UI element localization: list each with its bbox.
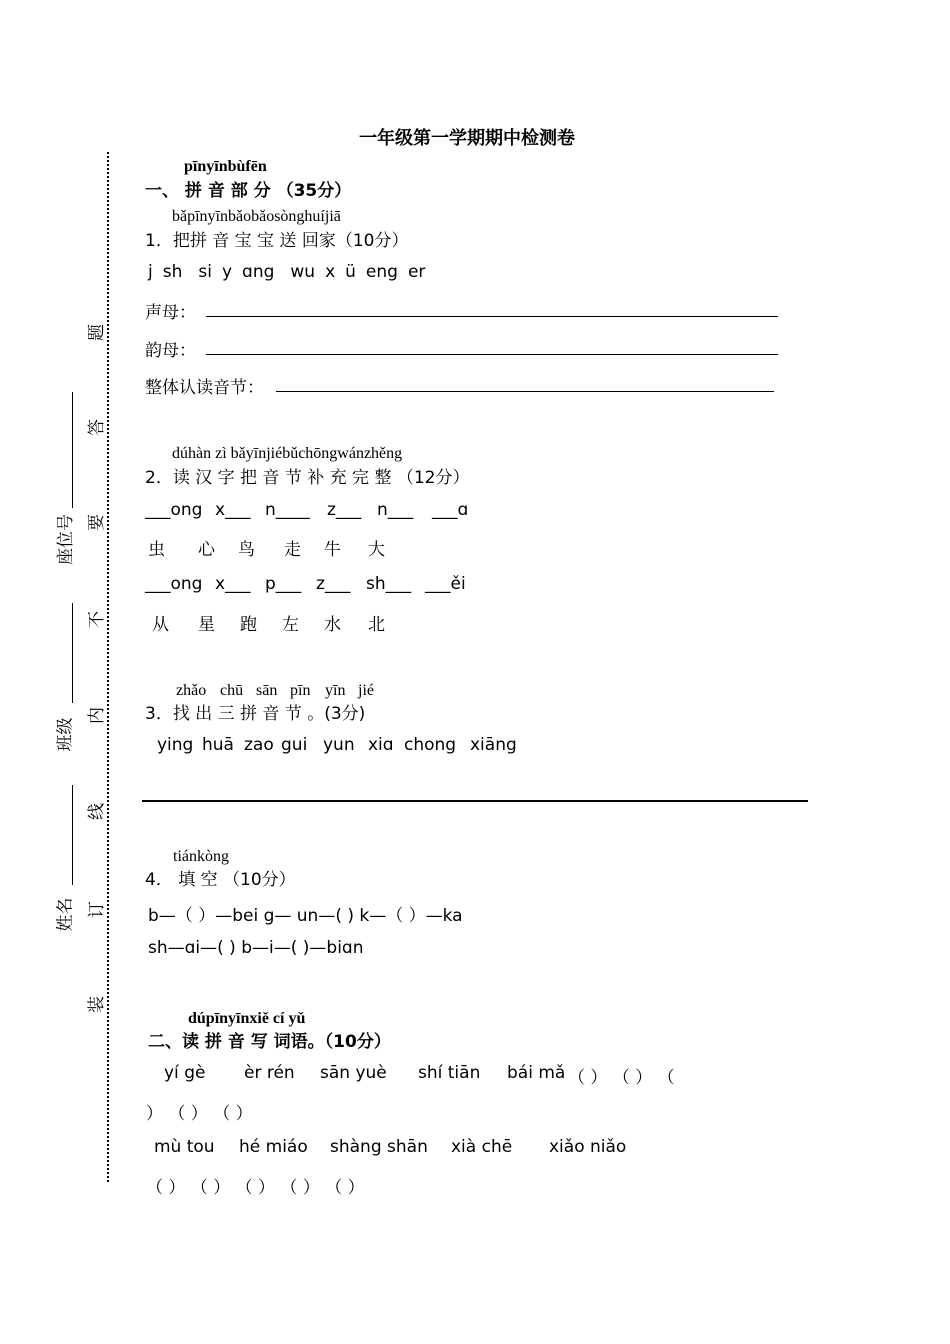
q1-pinyin: bǎpīnyīnbǎobǎosònghuíjiā: [172, 208, 341, 225]
zhengti-answer-line[interactable]: [276, 391, 774, 392]
seat-number-label: 座位号: [56, 514, 76, 565]
pinyin-syllable: zhǎo: [176, 682, 207, 699]
blank-item[interactable]: x___: [215, 574, 251, 594]
pinyin-syllable: sān: [256, 682, 278, 699]
q2-row2-blanks: [145, 574, 466, 594]
page-title: 一年级第一学期期中检测卷: [359, 128, 575, 149]
pinyin-item: huā: [202, 735, 234, 755]
pinyin-item: gui: [281, 735, 308, 755]
q3-label: 3．找 出 三 拼 音 节 。(3分): [145, 704, 366, 724]
pinyin-syllable: chū: [220, 682, 244, 699]
binding-dotted-line: [107, 152, 109, 1182]
pinyin-syllable: yīn: [325, 682, 346, 699]
seat-number-line[interactable]: [72, 392, 73, 508]
binding-char: 订: [87, 901, 107, 918]
q2-row1-chars: [148, 535, 385, 560]
shengmu-label: 声母：: [145, 303, 196, 323]
binding-char: 不: [87, 611, 107, 628]
pinyin-item: ying: [157, 735, 194, 755]
pinyin-word: èr rén: [244, 1063, 295, 1083]
binding-char: 要: [87, 514, 107, 531]
yunmu-answer-line[interactable]: [206, 354, 778, 355]
name-label: 姓名: [55, 897, 76, 932]
pinyin-item: x: [325, 262, 336, 282]
pinyin-syllable: jié: [358, 682, 374, 699]
q4-label: 4． 填 空 （10分）: [145, 870, 296, 890]
pinyin-item: j: [148, 262, 153, 282]
hanzi-item: 水: [324, 615, 341, 635]
section2-heading: 二、读 拼 音 写 词语。（10分）: [148, 1032, 391, 1052]
pinyin-word: xiǎo niǎo: [549, 1137, 627, 1157]
q3-pinyin: [176, 682, 374, 700]
hanzi-item: 大: [368, 540, 385, 560]
q4-line1[interactable]: b—（ ）—bei g— un—( ) k—（ ）—ka: [148, 906, 463, 926]
pinyin-syllable: pīn: [290, 682, 311, 699]
q3-items: [157, 735, 517, 755]
q1-items: [148, 262, 425, 282]
pinyin-item: y: [221, 262, 233, 282]
pinyin-word: mù tou: [154, 1137, 215, 1157]
pinyin-item: ɑng: [242, 262, 275, 282]
section2-row1-parens[interactable]: （ ） （ ） （: [568, 1068, 675, 1088]
blank-item[interactable]: x___: [215, 500, 251, 520]
hanzi-item: 鸟: [238, 540, 255, 560]
hanzi-item: 心: [198, 540, 215, 560]
pinyin-item: wu: [290, 262, 316, 282]
q1-label: 1．把拼 音 宝 宝 送 回家（10分）: [145, 231, 409, 251]
pinyin-word: hé miáo: [239, 1137, 308, 1157]
q2-pinyin: dúhàn zì bǎyīnjiébǔchōngwánzhěng: [172, 445, 403, 462]
section2-row1-words: [164, 1063, 565, 1083]
blank-item[interactable]: ___ong: [145, 574, 203, 594]
binding-char: 题: [87, 324, 107, 341]
hanzi-item: 左: [282, 615, 299, 635]
pinyin-word: shàng shān: [330, 1137, 428, 1157]
pinyin-item: si: [198, 262, 212, 282]
pinyin-word: bái mǎ: [507, 1063, 566, 1083]
blank-item[interactable]: n___: [377, 500, 414, 520]
blank-item[interactable]: p___: [265, 574, 302, 594]
pinyin-item: eng: [365, 262, 398, 282]
pinyin-item: sh: [162, 262, 183, 282]
pinyin-item: chong: [404, 735, 457, 755]
hanzi-item: 星: [198, 615, 215, 635]
section1-heading: 一、 拼 音 部 分 （35分）: [145, 181, 352, 201]
yunmu-label: 韵母：: [145, 341, 196, 361]
binding-char: 内: [87, 707, 107, 724]
section2-row2-parens[interactable]: （ ） （ ） （ ） （ ） （ ）: [146, 1178, 365, 1198]
pinyin-item: ü: [345, 262, 356, 282]
blank-item[interactable]: ___ɑ: [432, 500, 469, 520]
blank-item[interactable]: sh___: [366, 574, 412, 594]
pinyin-item: yun: [323, 735, 355, 755]
blank-item[interactable]: ___ong: [145, 500, 203, 520]
binding-char: 线: [87, 803, 107, 820]
hanzi-item: 虫: [148, 540, 165, 560]
q2-row2-chars: [152, 610, 385, 635]
blank-item[interactable]: ___ěi: [425, 574, 466, 594]
section2-row2-words: [154, 1137, 626, 1157]
q4-line2[interactable]: sh—ɑi—( ) b—i—( )—biɑn: [148, 938, 364, 958]
blank-item[interactable]: n____: [265, 500, 310, 520]
hanzi-item: 北: [368, 615, 385, 635]
blank-item[interactable]: z___: [327, 500, 362, 520]
hanzi-item: 走: [284, 540, 301, 560]
q2-row1-blanks: [145, 500, 468, 520]
pinyin-item: xiɑ: [368, 735, 394, 755]
section2-row1b-parens[interactable]: ） （ ） （ ）: [146, 1104, 253, 1124]
section1-pinyin: pīnyīnbùfēn: [184, 158, 267, 175]
binding-char: 装: [87, 996, 107, 1013]
zhengti-label: 整体认读音节：: [145, 378, 264, 398]
name-line[interactable]: [72, 785, 73, 885]
class-label: 班级: [55, 717, 76, 752]
pinyin-word: sān yuè: [320, 1063, 387, 1083]
pinyin-item: er: [407, 262, 426, 282]
hanzi-item: 跑: [240, 615, 257, 635]
shengmu-answer-line[interactable]: [206, 316, 778, 317]
q4-pinyin: tiánkòng: [173, 848, 229, 865]
pinyin-word: yí gè: [164, 1063, 206, 1083]
hanzi-item: 牛: [324, 540, 341, 560]
hanzi-item: 从: [152, 615, 169, 635]
binding-char: 答: [87, 419, 107, 436]
class-line[interactable]: [72, 603, 73, 703]
section2-pinyin: dúpīnyīnxiě cí yǔ: [188, 1010, 306, 1027]
q2-label: 2．读 汉 字 把 音 节 补 充 完 整 （12分）: [145, 468, 470, 488]
blank-item[interactable]: z___: [316, 574, 351, 594]
pinyin-item: zao: [244, 735, 274, 755]
pinyin-item: xiāng: [470, 735, 517, 755]
pinyin-word: shí tiān: [418, 1063, 481, 1083]
pinyin-word: xià chē: [451, 1137, 513, 1157]
q3-answer-line[interactable]: [142, 800, 808, 802]
